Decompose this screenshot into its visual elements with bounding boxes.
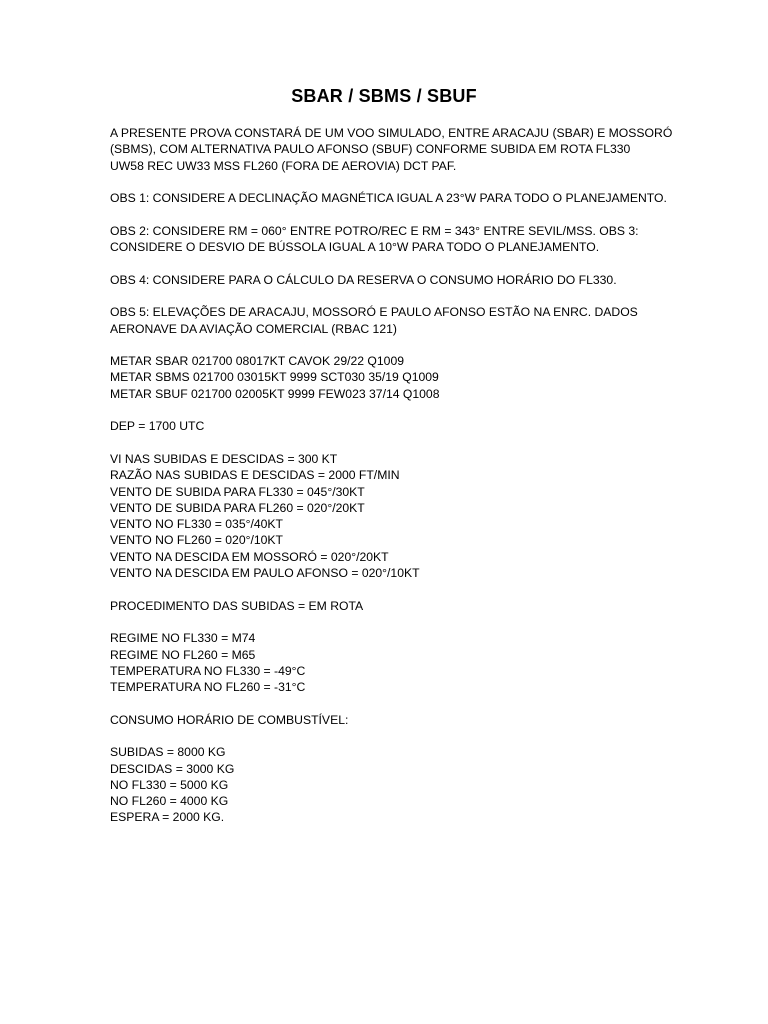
climb-wind-line: VENTO DE SUBIDA PARA FL330 = 045°/30KT (110, 484, 365, 499)
intro-line: A PRESENTE PROVA CONSTARÁ DE UM VOO SIMULADO, ENTRE ARACAJU (SBAR) E MOSSORÓ (110, 126, 673, 140)
regime-block (110, 630, 710, 695)
climb-wind-line: VENTO NA DESCIDA EM PAULO AFONSO = 020°/10KT (110, 566, 420, 581)
regime-line: REGIME NO FL330 = M74 (110, 631, 256, 646)
document-body (110, 125, 710, 842)
fuel-line: SUBIDAS = 8000 KG (110, 745, 226, 760)
fuel-block (110, 744, 710, 825)
climb-wind-line: RAZÃO NAS SUBIDAS E DESCIDAS = 2000 FT/MIN (110, 468, 400, 483)
regime-line: REGIME NO FL260 = M65 (110, 647, 256, 662)
climb-wind-line: VENTO NA DESCIDA EM MOSSORÓ = 020°/20KT (110, 549, 389, 564)
climb-wind-block (110, 451, 710, 581)
obs2-paragraph (110, 223, 710, 256)
document-title: SBAR / SBMS / SBUF (291, 86, 477, 106)
intro-line: UW58 REC UW33 MSS FL260 (FORA DE AEROVIA) DCT PAF. (110, 158, 457, 173)
metar-line: METAR SBAR 021700 08017KT CAVOK 29/22 Q1009 (110, 354, 405, 369)
fuel-line: NO FL330 = 5000 KG (110, 777, 229, 792)
climb-wind-line: VENTO DE SUBIDA PARA FL260 = 020°/20KT (110, 500, 365, 515)
metar-line: METAR SBMS 021700 03015KT 9999 SCT030 35/19 Q1009 (110, 370, 439, 385)
fuel-heading: CONSUMO HORÁRIO DE COMBUSTÍVEL: (110, 712, 349, 727)
obs5-paragraph (110, 304, 710, 337)
metar-line: METAR SBUF 021700 02005KT 9999 FEW023 37/14 Q1008 (110, 386, 440, 401)
obs1-paragraph: OBS 1: CONSIDERE A DECLINAÇÃO MAGNÉTICA IGUAL A 23°W PARA TODO O PLANEJAMENTO. (110, 191, 667, 206)
climb-wind-line: VENTO NO FL330 = 035°/40KT (110, 517, 283, 532)
obs5-line: AERONAVE DA AVIAÇÃO COMERCIAL (RBAC 121) (110, 321, 397, 336)
obs4-paragraph: OBS 4: CONSIDERE PARA O CÁLCULO DA RESERVA O CONSUMO HORÁRIO DO FL330. (110, 272, 617, 287)
procedure-line: PROCEDIMENTO DAS SUBIDAS = EM ROTA (110, 598, 364, 613)
obs2-line: CONSIDERE O DESVIO DE BÚSSOLA IGUAL A 10°W PARA TODO O PLANEJAMENTO. (110, 240, 600, 255)
fuel-line: ESPERA = 2000 KG. (110, 810, 225, 825)
climb-wind-line: VENTO NO FL260 = 020°/10KT (110, 533, 283, 548)
departure-time: DEP = 1700 UTC (110, 419, 205, 434)
intro-paragraph (110, 125, 710, 174)
intro-line: (SBMS), COM ALTERNATIVA PAULO AFONSO (SBUF) CONFORME SUBIDA EM ROTA FL330 (110, 142, 631, 157)
fuel-line: NO FL260 = 4000 KG (110, 794, 229, 809)
metar-block (110, 353, 710, 402)
fuel-line: DESCIDAS = 3000 KG (110, 761, 235, 776)
obs2-line: OBS 2: CONSIDERE RM = 060° ENTRE POTRO/REC E RM = 343° ENTRE SEVIL/MSS. OBS 3: (110, 223, 639, 238)
obs5-line: OBS 5: ELEVAÇÕES DE ARACAJU, MOSSORÓ E PAULO AFONSO ESTÃO NA ENRC. DADOS (110, 305, 638, 320)
climb-wind-line: VI NAS SUBIDAS E DESCIDAS = 300 KT (110, 451, 338, 466)
regime-line: TEMPERATURA NO FL260 = -31°C (110, 680, 306, 695)
regime-line: TEMPERATURA NO FL330 = -49°C (110, 663, 306, 678)
